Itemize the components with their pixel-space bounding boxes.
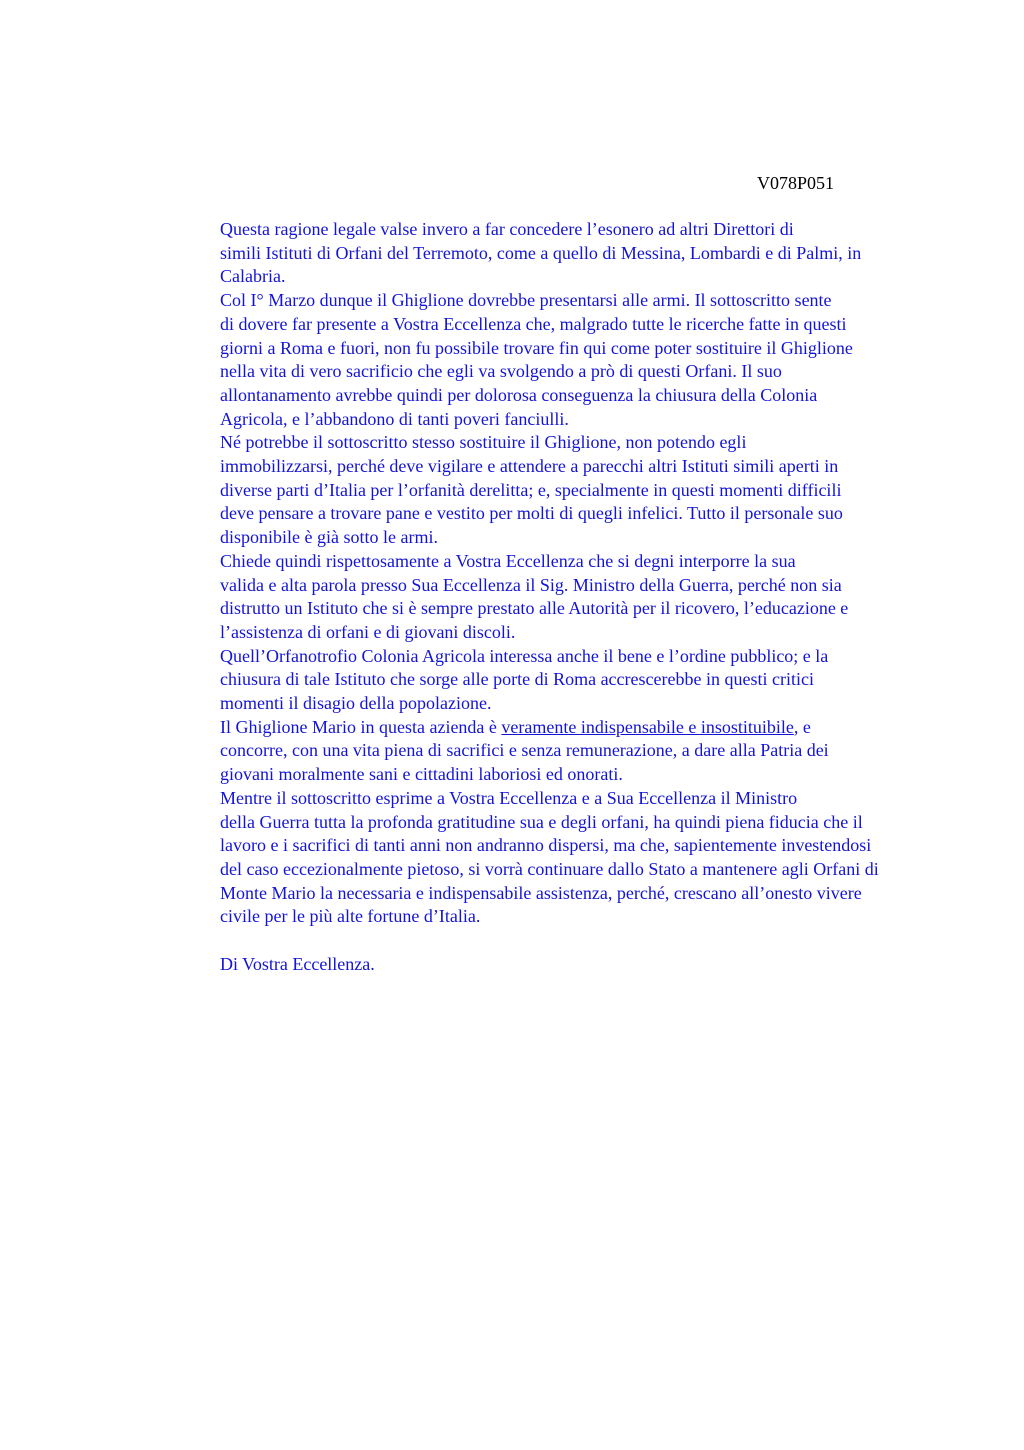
text-fragment: Il Ghiglione Mario in questa azienda è [220, 716, 502, 737]
text-line: Calabria. [220, 266, 286, 287]
paragraph-7 [172, 787, 932, 929]
letter-body [172, 218, 932, 976]
text-line: deve pensare a trovare pane e vestito per molti di quegli infelici. Tutto il personale suo [220, 503, 843, 524]
text-line: della Guerra tutta la profonda gratitudine sua e degli orfani, ha quindi piena fiducia che il [220, 811, 863, 832]
paragraph-3 [172, 431, 932, 550]
text-line: Mentre il sottoscritto esprime a Vostra Eccellenza e a Sua Eccellenza il Ministro [220, 787, 798, 808]
text-fragment: , e [793, 716, 811, 737]
text-line: l’assistenza di orfani e di giovani discoli. [220, 621, 516, 642]
text-line: diverse parti d’Italia per l’orfanità derelitta; e, specialmente in questi momenti difficili [220, 479, 842, 500]
text-line: Questa ragione legale valse invero a far concedere l’esonero ad altri Direttori di [220, 219, 794, 239]
text-line: giorni a Roma e fuori, non fu possibile trovare fin qui come poter sostituire il Ghiglione [220, 337, 853, 358]
underlined-emphasis: veramente indispensabile e insostituibile [501, 716, 794, 737]
text-line-with-underline [172, 716, 932, 740]
paragraph-5 [172, 645, 932, 716]
paragraph-2 [172, 289, 932, 431]
text-line: del caso eccezionalmente pietoso, si vorrà continuare dallo Stato a mantenere agli Orfani di [220, 858, 879, 879]
text-line: giovani moralmente sani e cittadini laboriosi ed onorati. [220, 764, 623, 785]
text-line: allontanamento avrebbe quindi per dolorosa conseguenza la chiusura della Colonia [220, 384, 818, 405]
text-line: Di Vostra Eccellenza. [220, 953, 375, 974]
text-line: Chiede quindi rispettosamente a Vostra Eccellenza che si degni interporre la sua [220, 550, 796, 571]
text-line: lavoro e i sacrifici di tanti anni non andranno dispersi, ma che, sapientemente investendosi [220, 835, 872, 856]
text-line: Quell’Orfanotrofio Colonia Agricola interessa anche il bene e l’ordine pubblico; e la [220, 645, 829, 666]
text-line: distrutto un Istituto che si è sempre prestato alle Autorità per il ricovero, l’educazione e [220, 598, 849, 619]
text-line: Monte Mario la necessaria e indispensabile assistenza, perché, crescano all’onesto vivere [220, 882, 862, 903]
text-line: nella vita di vero sacrificio che egli va svolgendo a prò di questi Orfani. Il suo [220, 361, 782, 382]
text-line: simili Istituti di Orfani del Terremoto, come a quello di Messina, Lombardi e di Palmi, in [220, 242, 862, 263]
text-line: di dovere far presente a Vostra Eccellenza che, malgrado tutte le ricerche fatte in questi [220, 313, 847, 334]
closing-salutation [172, 953, 932, 977]
text-line: immobilizzarsi, perché deve vigilare e attendere a parecchi altri Istituti simili aperti in [220, 456, 839, 477]
text-line: disponibile è già sotto le armi. [220, 527, 438, 548]
text-line: momenti il disagio della popolazione. [220, 693, 492, 714]
paragraph-6 [172, 716, 932, 787]
text-line: civile per le più alte fortune d’Italia. [220, 906, 481, 927]
paragraph-1 [172, 218, 932, 289]
document-code: V078P051 [757, 173, 835, 193]
text-line: concorre, con una vita piena di sacrifici e senza remunerazione, a dare alla Patria dei [220, 740, 829, 761]
text-line: Agricola, e l’abbandono di tanti poveri fanciulli. [220, 408, 569, 429]
text-line: valida e alta parola presso Sua Eccellenza il Sig. Ministro della Guerra, perché non sia [220, 574, 842, 595]
paragraph-4 [172, 550, 932, 645]
text-line: Né potrebbe il sottoscritto stesso sostituire il Ghiglione, non potendo egli [220, 432, 747, 453]
text-line: chiusura di tale Istituto che sorge alle porte di Roma accrescerebbe in questi critici [220, 669, 814, 690]
text-line: Col I° Marzo dunque il Ghiglione dovrebbe presentarsi alle armi. Il sottoscritto sente [220, 290, 832, 311]
